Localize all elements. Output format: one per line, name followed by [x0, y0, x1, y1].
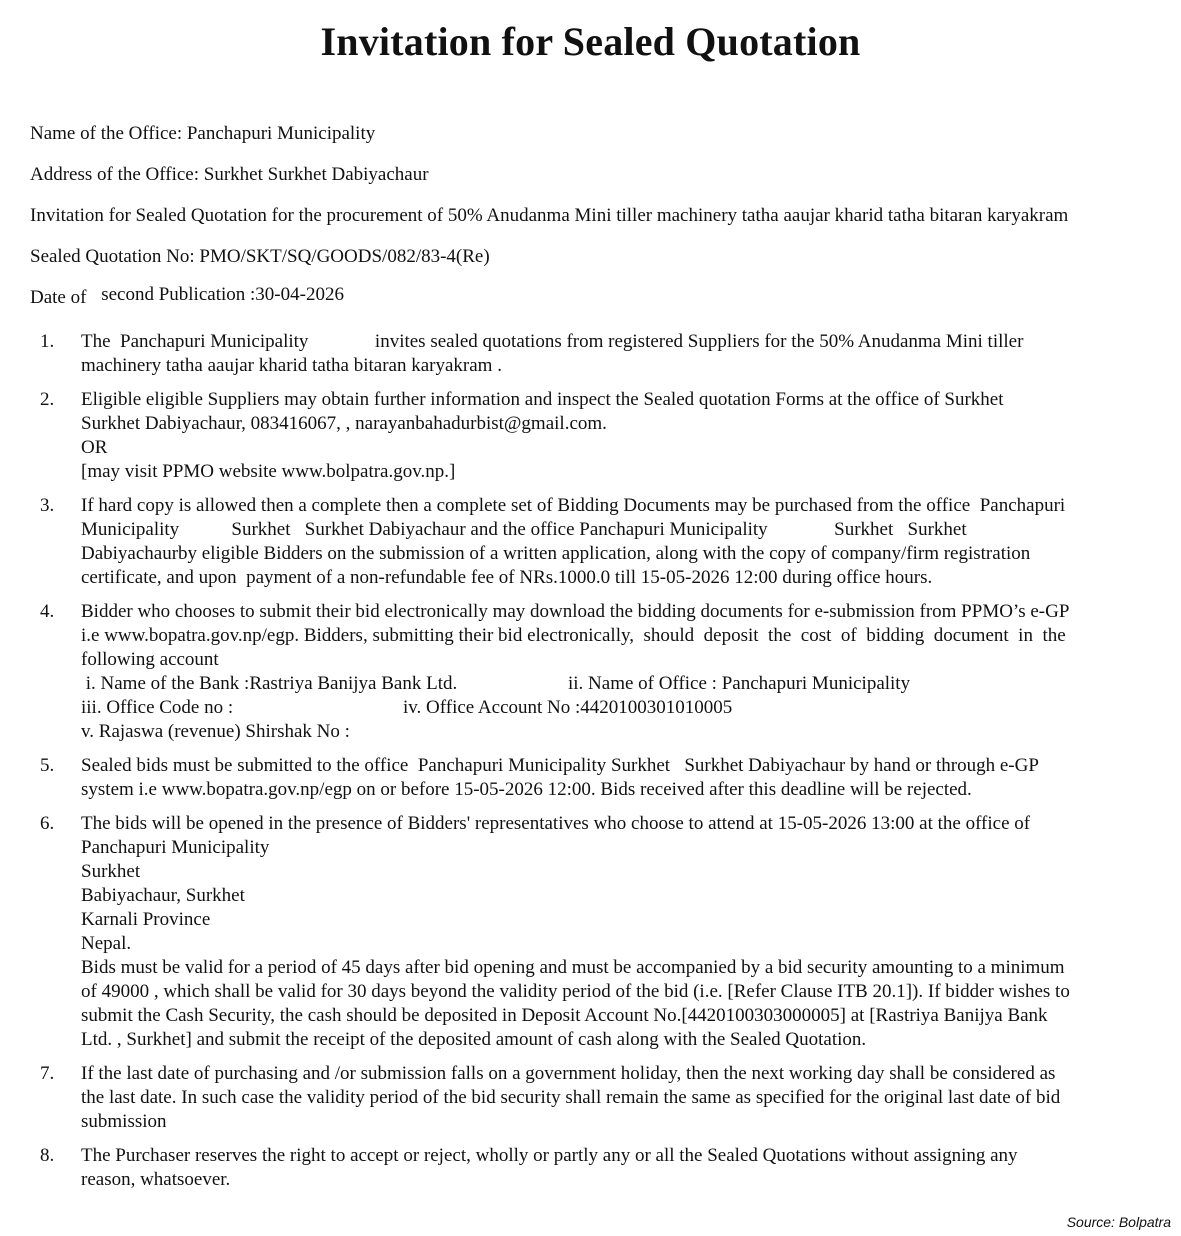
clause-text — [81, 754, 1149, 802]
clause-number: 2. — [40, 389, 55, 410]
clause-line: Eligible eligible Suppliers may obtain further information and inspect the Sealed quotation Forms at the office of Surkhet — [81, 389, 1004, 410]
clause-number: 4. — [40, 601, 55, 622]
clause-line: Surkhet Dabiyachaur, 083416067, , narayanbahadurbist@gmail.com. — [81, 413, 607, 434]
bank-office-name: ii. Name of Office : Panchapuri Municipality — [568, 673, 911, 694]
bank-account-number: iv. Office Account No :4420100301010005 — [403, 697, 733, 718]
office-address: Address of the Office: Surkhet Surkhet Dabiyachaur — [30, 164, 429, 185]
bank-row — [81, 696, 1149, 720]
clause-text — [81, 600, 1149, 744]
clause-item — [0, 388, 1181, 484]
clause-line: Babiyachaur, Surkhet — [81, 885, 245, 906]
clause-item — [0, 330, 1181, 378]
clause-line: following account — [81, 649, 219, 670]
page-title: Invitation for Sealed Quotation — [320, 19, 861, 64]
bank-office-code: iii. Office Code no : — [81, 697, 234, 718]
clause-line: certificate, and upon payment of a non-refundable fee of NRs.1000.0 till 15-05-2026 12:00 during office hours. — [81, 567, 933, 588]
clause-text — [81, 388, 1149, 484]
date-label: Date of — [30, 287, 87, 308]
clause-line: The Purchaser reserves the right to accept or reject, wholly or partly any or all the Sealed Quotations without assigning any — [81, 1145, 1018, 1166]
clause-number: 6. — [40, 813, 55, 834]
quotation-number: Sealed Quotation No: PMO/SKT/SQ/GOODS/082/83-4(Re) — [30, 246, 490, 267]
clause-line: Bids must be valid for a period of 45 days after bid opening and must be accompanied by a bid security amounting to a minimum — [81, 957, 1065, 978]
clause-line: Karnali Province — [81, 909, 211, 930]
publication-date — [30, 284, 344, 309]
clause-item — [0, 1144, 1181, 1192]
clause-line: If the last date of purchasing and /or submission falls on a government holiday, then the next working day shall be considered as — [81, 1063, 1056, 1084]
clause-line: OR — [81, 437, 108, 458]
clause-number: 7. — [40, 1063, 55, 1084]
clause-text — [81, 330, 1149, 378]
clause-line: system i.e www.bopatra.gov.np/egp on or before 15-05-2026 12:00. Bids received after this deadline will be rejected. — [81, 779, 972, 800]
clause-line: Ltd. , Surkhet] and submit the receipt of the deposited amount of cash along with the Sealed Quotation. — [81, 1029, 867, 1050]
clause-line: Nepal. — [81, 933, 132, 954]
clause-line: i.e www.bopatra.gov.np/egp. Bidders, submitting their bid electronically, should deposit the cost of bidding document in the — [81, 625, 1066, 646]
clause-line: Municipality Surkhet Surkhet Dabiyachaur and the office Panchapuri Municipality Surkhet Surkhet — [81, 519, 967, 540]
clause-item — [0, 494, 1181, 590]
source-credit: Source: Bolpatra — [1066, 1214, 1171, 1230]
clauses-list — [0, 330, 1181, 1202]
clause-line: Sealed bids must be submitted to the office Panchapuri Municipality Surkhet Surkhet Dabiyachaur by hand or through e-GP — [81, 755, 1039, 776]
clause-line: Bidder who chooses to submit their bid electronically may download the bidding documents for e-submission from PPMO’s e-GP — [81, 601, 1070, 622]
clause-line: machinery tatha aaujar kharid tatha bitaran karyakram . — [81, 355, 502, 376]
clause-line: submission — [81, 1111, 167, 1132]
invitation-line: Invitation for Sealed Quotation for the procurement of 50% Anudanma Mini tiller machinery tatha aaujar kharid tatha bitaran karyakram — [30, 205, 1069, 226]
bank-name: i. Name of the Bank :Rastriya Banijya Bank Ltd. — [81, 673, 458, 694]
clause-line: The bids will be opened in the presence of Bidders' representatives who choose to attend at 15-05-2026 13:00 at the office of — [81, 813, 1031, 834]
clause-line: Dabiyachaurby eligible Bidders on the submission of a written application, along with the copy of company/firm registration — [81, 543, 1031, 564]
revenue-heading: v. Rajaswa (revenue) Shirshak No : — [81, 721, 350, 742]
clause-line: reason, whatsoever. — [81, 1169, 231, 1190]
clause-line: The Panchapuri Municipality invites sealed quotations from registered Suppliers for the 50% Anudanma Mini tiller — [81, 331, 1024, 352]
clause-item — [0, 600, 1181, 744]
clause-line: Panchapuri Municipality — [81, 837, 270, 858]
clause-line: the last date. In such case the validity period of the bid security shall remain the same as specified for the original last date of bid — [81, 1087, 1061, 1108]
clause-text — [81, 812, 1149, 1052]
clause-number: 3. — [40, 495, 55, 516]
clause-item — [0, 1062, 1181, 1134]
clause-number: 5. — [40, 755, 55, 776]
clause-text — [81, 1144, 1149, 1192]
clause-number: 8. — [40, 1145, 55, 1166]
clause-line: If hard copy is allowed then a complete then a complete set of Bidding Documents may be purchased from the office Panchapuri — [81, 495, 1066, 516]
bank-row — [81, 720, 1149, 744]
clause-line: submit the Cash Security, the cash should be deposited in Deposit Account No.[4420100303000005] at [Rastriya Banijya Bank — [81, 1005, 1048, 1026]
clause-text — [81, 494, 1149, 590]
date-value: second Publication :30-04-2026 — [101, 284, 344, 305]
clause-line: of 49000 , which shall be valid for 30 days beyond the validity period of the bid (i.e. [Refer Clause ITB 20.1]). If bidder wishes to — [81, 981, 1070, 1002]
bank-row — [81, 672, 1149, 696]
clause-line: Surkhet — [81, 861, 141, 882]
office-name: Name of the Office: Panchapuri Municipality — [30, 123, 376, 144]
clause-item — [0, 754, 1181, 802]
clause-item — [0, 812, 1181, 1052]
clause-number: 1. — [40, 331, 55, 352]
clause-text — [81, 1062, 1149, 1134]
clause-line: [may visit PPMO website www.bolpatra.gov.np.] — [81, 461, 456, 482]
